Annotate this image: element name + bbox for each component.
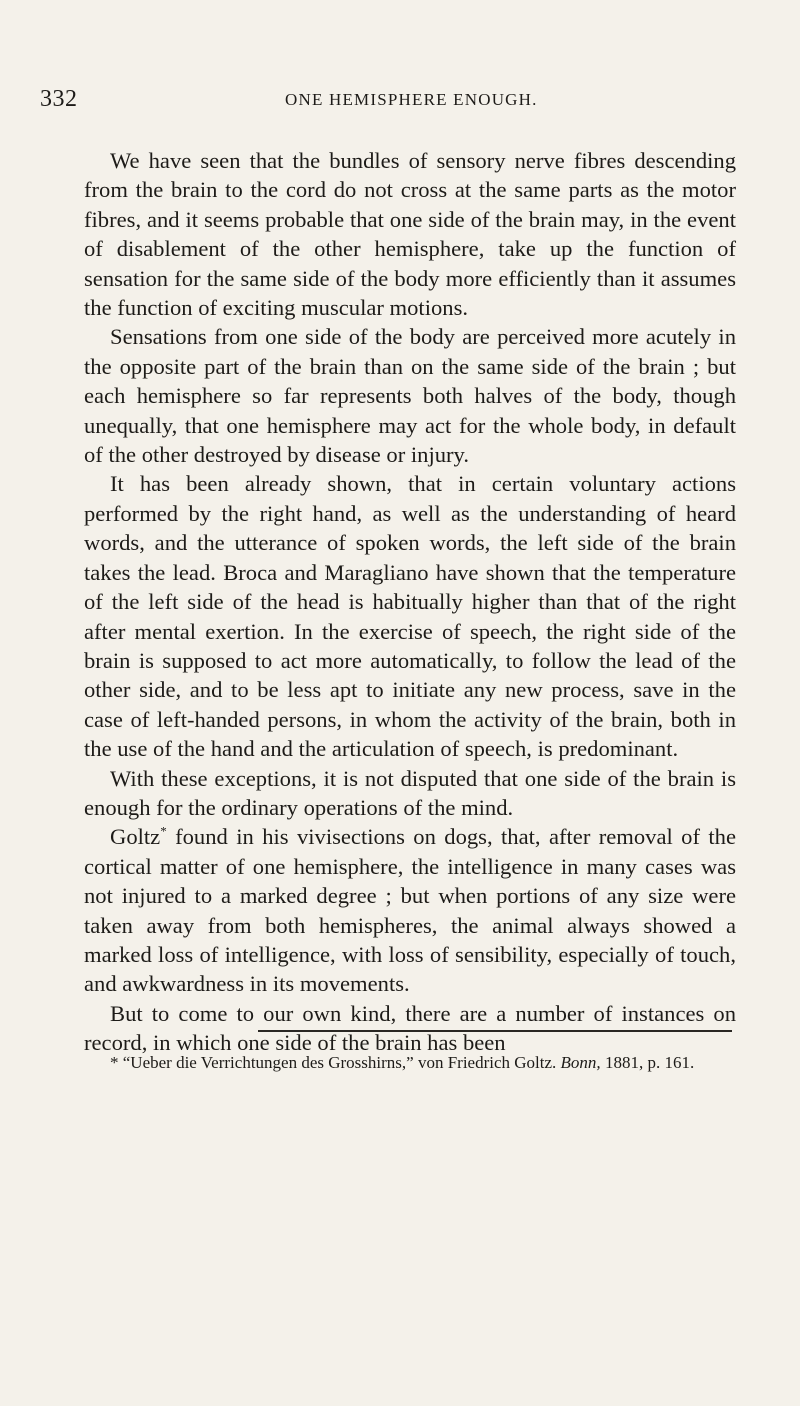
footnote-place: Bonn, bbox=[560, 1053, 601, 1072]
page-number: 332 bbox=[40, 86, 78, 112]
paragraph-sensations: Sensations from one side of the body are perceived more acutely in the opposite part of the brain than on the same side of the brain ; but each hemisphere so far represents both halves of the body, though unequally, that one hemisphere may act for the whole body, in default of the other destroyed by disease or injury. bbox=[84, 324, 736, 468]
footnote-reference: * bbox=[160, 823, 167, 839]
body-text bbox=[84, 146, 736, 1058]
paragraph-sensory-fibres: We have seen that the bundles of sensory nerve fibres descending from the brain to the cord do not cross at the same parts as the motor fibres, and it seems probable that one side of the brain may, in the event of disablement of the other hemisphere, take up the function of sensation for the same side of the body more efficiently than it assumes the function of exciting muscular motions. bbox=[84, 148, 736, 321]
goltz-name: Goltz bbox=[110, 824, 161, 850]
footnote bbox=[84, 1051, 736, 1075]
running-head bbox=[40, 86, 690, 116]
footnote-citation: “Ueber die Verrichtungen des Grosshirns,” von Friedrich Goltz. bbox=[118, 1053, 561, 1072]
footnote-marker: * bbox=[110, 1053, 119, 1072]
paragraph-exceptions: With these exceptions, it is not disputed that one side of the brain is enough for the ordinary operations of the mind. bbox=[84, 765, 736, 820]
footnote-text bbox=[84, 1051, 736, 1075]
paragraph-our-own-kind: But to come to our own kind, there are a number of instances on record, in which one side of the brain has been bbox=[84, 1000, 736, 1056]
paragraph-goltz bbox=[84, 822, 736, 998]
goltz-text: found in his vivisections on dogs, that, after removal of the cortical matter of one hemisphere, the intelligence in many cases was not injured to a marked degree ; but when portions of any size were taken away from both hemispheres, the animal always showed a marked loss of intelligence, with loss of sensibility, especially of touch, and awkwardness in its movements. bbox=[84, 824, 736, 997]
footnote-divider bbox=[258, 1030, 732, 1032]
running-title: ONE HEMISPHERE ENOUGH. bbox=[285, 90, 538, 109]
paragraph-left-side-lead: It has been already shown, that in certain voluntary actions performed by the right hand, as well as the understanding of heard words, and the utterance of spoken words, the left side of the brain takes the lead. Broca and Maragliano have shown that the temperature of the left side of the head is habitually higher than that of the right after mental exertion. In the exercise of speech, the right side of the brain is supposed to act more automatically, to follow the lead of the other side, and to be less apt to initiate any new process, save in the case of left-handed persons, in whom the activity of the brain, both in the use of the hand and the articulation of speech, is predominant. bbox=[84, 471, 736, 762]
footnote-date: 1881, p. 161. bbox=[600, 1053, 695, 1072]
